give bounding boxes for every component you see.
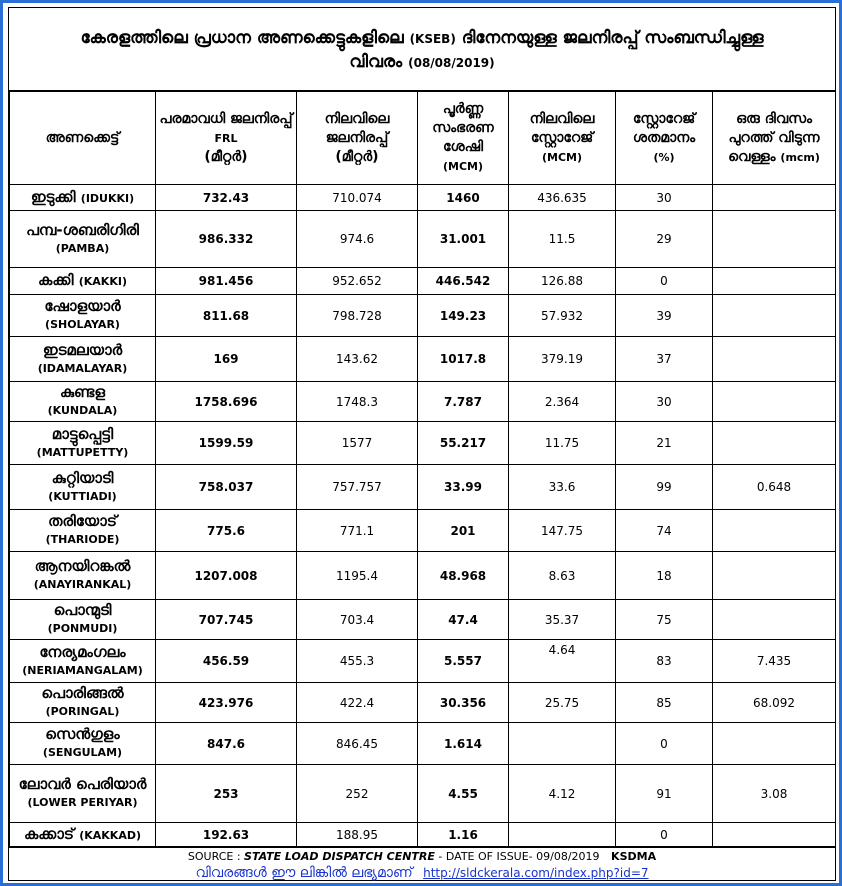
table-row xyxy=(10,337,836,382)
storage-cell: 4.64 xyxy=(509,640,616,683)
current-level-cell: 455.3 xyxy=(297,640,418,683)
frl-cell: 253 xyxy=(156,765,297,823)
percent-cell: 83 xyxy=(616,640,713,683)
frl-cell: 169 xyxy=(156,337,297,382)
release-cell: 0.648 xyxy=(713,465,836,510)
table-row xyxy=(10,640,836,683)
table-row xyxy=(10,295,836,337)
capacity-cell: 5.557 xyxy=(418,640,509,683)
storage-cell: 8.63 xyxy=(509,552,616,600)
frl-cell: 758.037 xyxy=(156,465,297,510)
table-row xyxy=(10,683,836,723)
capacity-cell: 149.23 xyxy=(418,295,509,337)
frl-cell: 707.745 xyxy=(156,600,297,640)
storage-cell: 11.5 xyxy=(509,211,616,268)
storage-cell: 35.37 xyxy=(509,600,616,640)
release-cell: 3.08 xyxy=(713,765,836,823)
release-cell: 7.435 xyxy=(713,640,836,683)
percent-cell: 37 xyxy=(616,337,713,382)
frl-cell: 1599.59 xyxy=(156,422,297,465)
release-cell xyxy=(713,382,836,422)
frl-cell: 192.63 xyxy=(156,823,297,847)
percent-cell: 21 xyxy=(616,422,713,465)
capacity-cell: 446.542 xyxy=(418,268,509,295)
percent-cell: 30 xyxy=(616,382,713,422)
capacity-cell: 48.968 xyxy=(418,552,509,600)
info-link-line xyxy=(9,865,835,881)
release-cell xyxy=(713,600,836,640)
current-level-cell: 188.95 xyxy=(297,823,418,847)
percent-cell: 29 xyxy=(616,211,713,268)
header-daily-release: ഒരു ദിവസം പുറത്ത് വിടുന്ന വെള്ളം (mcm) xyxy=(713,92,836,185)
frl-cell: 775.6 xyxy=(156,510,297,552)
document-panel xyxy=(8,7,836,881)
percent-cell: 99 xyxy=(616,465,713,510)
percent-cell: 30 xyxy=(616,185,713,211)
dam-name: കക്കാട് (KAKKAD) xyxy=(10,823,156,847)
current-level-cell: 771.1 xyxy=(297,510,418,552)
storage-cell: 436.635 xyxy=(509,185,616,211)
frl-cell: 423.976 xyxy=(156,683,297,723)
capacity-cell: 1017.8 xyxy=(418,337,509,382)
source-org: KSDMA xyxy=(611,850,657,863)
release-cell xyxy=(713,422,836,465)
release-cell: 68.092 xyxy=(713,683,836,723)
storage-cell: 4.12 xyxy=(509,765,616,823)
table-row xyxy=(10,723,836,765)
current-level-cell: 798.728 xyxy=(297,295,418,337)
percent-cell: 91 xyxy=(616,765,713,823)
release-cell xyxy=(713,823,836,847)
title-line1: കേരളത്തിലെ പ്രധാന അണക്കെട്ടുകളിലെ xyxy=(80,28,404,48)
page-title xyxy=(9,8,835,91)
storage-cell: 2.364 xyxy=(509,382,616,422)
current-level-cell: 1577 xyxy=(297,422,418,465)
source-line xyxy=(9,847,835,865)
dam-name: ലോവർ പെരിയാർ (LOWER PERIYAR) xyxy=(10,765,156,823)
header-frl: പരമാവധി ജലനിരപ്പ് FRL (മീറ്റർ) xyxy=(156,92,297,185)
title-kseb: (KSEB) xyxy=(409,32,456,46)
dam-name: പൊന്മുടി (PONMUDI) xyxy=(10,600,156,640)
current-level-cell: 252 xyxy=(297,765,418,823)
current-level-cell: 422.4 xyxy=(297,683,418,723)
capacity-cell: 31.001 xyxy=(418,211,509,268)
capacity-cell: 1.614 xyxy=(418,723,509,765)
table-row xyxy=(10,268,836,295)
source-name: STATE LOAD DISPATCH CENTRE xyxy=(244,850,435,863)
table-row xyxy=(10,422,836,465)
release-cell xyxy=(713,185,836,211)
capacity-cell: 30.356 xyxy=(418,683,509,723)
issue-date: - DATE OF ISSUE- 09/08/2019 xyxy=(438,850,600,863)
percent-cell: 85 xyxy=(616,683,713,723)
table-row xyxy=(10,211,836,268)
current-level-cell: 952.652 xyxy=(297,268,418,295)
storage-cell: 147.75 xyxy=(509,510,616,552)
header-current-storage: നിലവിലെ സ്റ്റോറേജ് (MCM) xyxy=(509,92,616,185)
frl-cell: 847.6 xyxy=(156,723,297,765)
release-cell xyxy=(713,337,836,382)
dam-name: സെൻഗുളം (SENGULAM) xyxy=(10,723,156,765)
dam-name: തരിയോട് (THARIODE) xyxy=(10,510,156,552)
current-level-cell: 757.757 xyxy=(297,465,418,510)
release-cell xyxy=(713,510,836,552)
table-row xyxy=(10,185,836,211)
header-storage-percent: സ്റ്റോറേജ് ശതമാനം (%) xyxy=(616,92,713,185)
table-row xyxy=(10,823,836,847)
percent-cell: 0 xyxy=(616,823,713,847)
link-text: വിവരങ്ങൾ ഈ ലിങ്കിൽ ലഭ്യമാണ് xyxy=(195,865,413,881)
capacity-cell: 201 xyxy=(418,510,509,552)
dam-name: നേര്യമംഗലം (NERIAMANGALAM) xyxy=(10,640,156,683)
title-line1-rest: ദിനേനയുള്ള ജലനിരപ്പ് സംബന്ധിച്ചുള്ള xyxy=(461,28,764,48)
capacity-cell: 47.4 xyxy=(418,600,509,640)
dam-name: ഇടമലയാർ (IDAMALAYAR) xyxy=(10,337,156,382)
dam-name: കുണ്ടള (KUNDALA) xyxy=(10,382,156,422)
storage-cell: 379.19 xyxy=(509,337,616,382)
current-level-cell: 974.6 xyxy=(297,211,418,268)
frl-cell: 1207.008 xyxy=(156,552,297,600)
capacity-cell: 4.55 xyxy=(418,765,509,823)
table-row xyxy=(10,765,836,823)
percent-cell: 18 xyxy=(616,552,713,600)
percent-cell: 0 xyxy=(616,723,713,765)
dam-name: ഷോളയാർ (SHOLAYAR) xyxy=(10,295,156,337)
capacity-cell: 7.787 xyxy=(418,382,509,422)
table-row xyxy=(10,552,836,600)
header-row xyxy=(10,92,836,185)
frl-cell: 732.43 xyxy=(156,185,297,211)
source-url-link[interactable]: http://sldckerala.com/index.php?id=7 xyxy=(423,866,649,880)
header-current-level: നിലവിലെ ജലനിരപ്പ് (മീറ്റർ) xyxy=(297,92,418,185)
header-dam: അണക്കെട്ട് xyxy=(10,92,156,185)
dam-name: കക്കി (KAKKI) xyxy=(10,268,156,295)
percent-cell: 39 xyxy=(616,295,713,337)
storage-cell: 126.88 xyxy=(509,268,616,295)
release-cell xyxy=(713,723,836,765)
current-level-cell: 1748.3 xyxy=(297,382,418,422)
frl-cell: 986.332 xyxy=(156,211,297,268)
current-level-cell: 1195.4 xyxy=(297,552,418,600)
storage-cell xyxy=(509,723,616,765)
title-date: (08/08/2019) xyxy=(408,56,495,70)
current-level-cell: 710.074 xyxy=(297,185,418,211)
source-prefix: SOURCE : xyxy=(187,850,241,863)
release-cell xyxy=(713,295,836,337)
capacity-cell: 1.16 xyxy=(418,823,509,847)
current-level-cell: 703.4 xyxy=(297,600,418,640)
dam-name: മാട്ടുപ്പെട്ടി (MATTUPETTY) xyxy=(10,422,156,465)
release-cell xyxy=(713,211,836,268)
table-row xyxy=(10,382,836,422)
frl-cell: 811.68 xyxy=(156,295,297,337)
header-full-capacity: പൂർണ്ണ സംഭരണ ശേഷി (MCM) xyxy=(418,92,509,185)
storage-cell: 25.75 xyxy=(509,683,616,723)
table-row xyxy=(10,600,836,640)
dam-name: പൊരിങ്ങൽ (PORINGAL) xyxy=(10,683,156,723)
dam-name: ആനയിറങ്കൽ (ANAYIRANKAL) xyxy=(10,552,156,600)
percent-cell: 0 xyxy=(616,268,713,295)
table-row xyxy=(10,510,836,552)
capacity-cell: 55.217 xyxy=(418,422,509,465)
current-level-cell: 143.62 xyxy=(297,337,418,382)
current-level-cell: 846.45 xyxy=(297,723,418,765)
frl-cell: 1758.696 xyxy=(156,382,297,422)
storage-cell: 57.932 xyxy=(509,295,616,337)
dam-level-table xyxy=(9,91,836,847)
storage-cell xyxy=(509,823,616,847)
storage-cell: 33.6 xyxy=(509,465,616,510)
capacity-cell: 1460 xyxy=(418,185,509,211)
frl-cell: 456.59 xyxy=(156,640,297,683)
release-cell xyxy=(713,552,836,600)
capacity-cell: 33.99 xyxy=(418,465,509,510)
dam-name: പമ്പ-ശബരിഗിരി (PAMBA) xyxy=(10,211,156,268)
release-cell xyxy=(713,268,836,295)
storage-cell: 11.75 xyxy=(509,422,616,465)
percent-cell: 75 xyxy=(616,600,713,640)
dam-name: ഇടുക്കി (IDUKKI) xyxy=(10,185,156,211)
frl-cell: 981.456 xyxy=(156,268,297,295)
title-line2: വിവരം xyxy=(349,52,403,72)
dam-name: കുറ്റിയാടി (KUTTIADI) xyxy=(10,465,156,510)
percent-cell: 74 xyxy=(616,510,713,552)
table-row xyxy=(10,465,836,510)
